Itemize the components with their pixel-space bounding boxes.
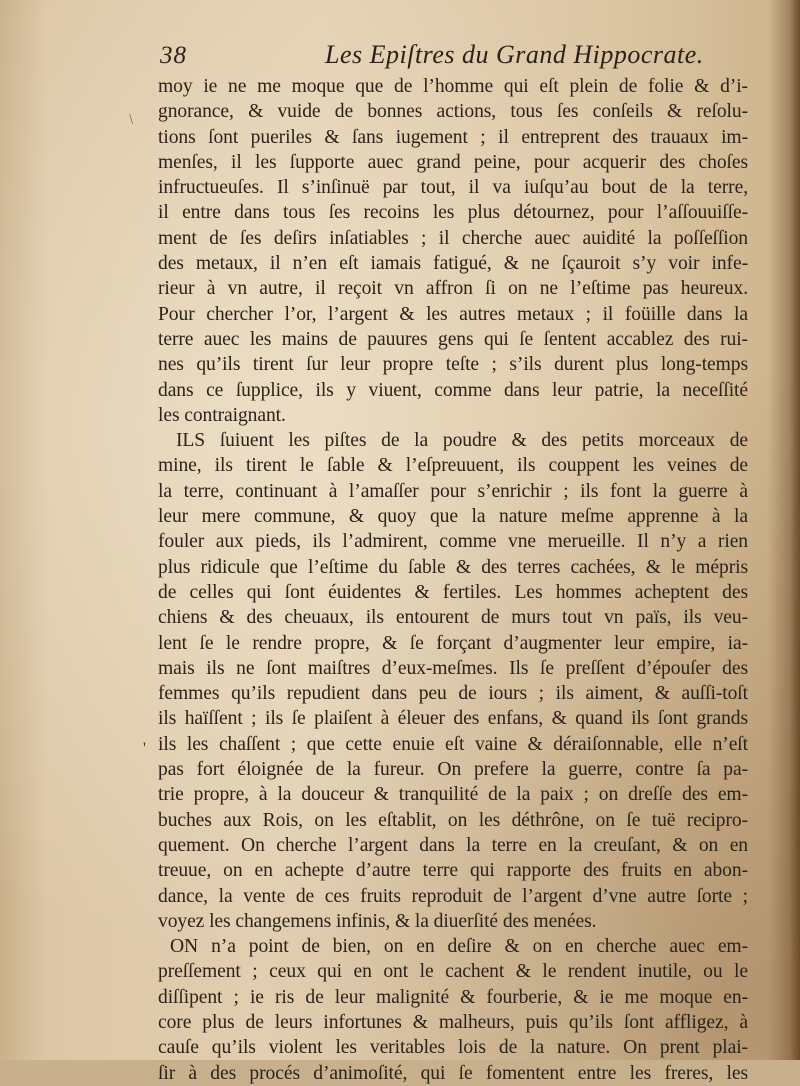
- text-line: de celles qui ſont éuidentes & fertiles. Les hommes acheptent des: [158, 581, 748, 603]
- text-line: mais ils ne ſont maiſtres d’eux-meſmes. Ils ſe preſſent d’épouſer des: [158, 657, 748, 679]
- text-line: femmes qu’ils repudient dans peu de iours ; ils aiment, & auſſi-toſt: [158, 683, 748, 705]
- text-line: pas fort éloignée de la fureur. On prefere la guerre, contre ſa pa-: [158, 759, 748, 781]
- running-title: Les Epiſtres du Grand Hippocrate.: [325, 40, 704, 69]
- text-line: lent ſe le rendre propre, & ſe forçant d’augmenter leur empire, ia-: [158, 632, 748, 654]
- text-line: fouler aux pieds, ils l’admirent, comme vne merueille. Il n’y a rien: [158, 531, 748, 553]
- text-line: mine, ils tirent le ſable & l’eſpreuuent, ils couppent les veines de: [158, 455, 748, 477]
- text-line: ils haïſſent ; ils ſe plaiſent à éleuer des enfans, & quand ils ſont grands: [158, 708, 748, 730]
- text-line: rieur à vn autre, il reçoit vn affron ſi on ne l’eſtime pas heureux.: [158, 278, 748, 300]
- text-line: ils les chaſſent ; que cette enuie eſt vaine & déraiſonnable, elle n’eſt: [158, 733, 748, 755]
- text-line: treuue, on en achepte d’autre terre qui rapporte des fruits en abon-: [158, 860, 748, 882]
- page-number: 38: [160, 42, 187, 69]
- text-line: cauſe qu’ils violent les veritables lois de la nature. On prent plai-: [158, 1037, 748, 1059]
- text-line: preſſement ; ceux qui en ont le cachent & le rendent inutile, ou le: [158, 961, 748, 983]
- text-line: il entre dans tous ſes recoins les plus détournez, pour l’aſſouuiſſe-: [158, 202, 748, 224]
- text-line: voyez les changemens infinis, & la diuerſité des menées.: [158, 910, 597, 932]
- stray-ink-mark: /: [125, 112, 138, 127]
- text-line: dance, la vente de ces fruits reproduit de l’argent d’vne autre ſorte ;: [158, 885, 748, 907]
- text-line: les contraignant.: [158, 404, 286, 426]
- text-line: nes qu’ils tirent ſur leur propre teſte ; s’ils durent plus long-temps: [158, 354, 748, 376]
- text-line: dans ce ſupplice, ils y viuent, comme dans leur patrie, la neceſſité: [158, 379, 748, 401]
- text-line: core plus de leurs infortunes & malheurs, puis qu’ils ſont affligez, à: [158, 1011, 748, 1033]
- text-line: gnorance, & vuide de bonnes actions, tous ſes conſeils & reſolu-: [158, 101, 748, 123]
- text-line: ILS ſuiuent les piſtes de la poudre & des petits morceaux de: [176, 430, 748, 452]
- text-line: ſir à des procés d’animoſité, qui ſe fomentent entre les freres, les: [158, 1062, 748, 1084]
- text-line: ment de ſes deſirs inſatiables ; il cherche auec auidité la poſſeſſion: [158, 227, 748, 249]
- text-line: menſes, il les ſupporte auec grand peine, pour acquerir des choſes: [158, 151, 748, 173]
- text-line: leur mere commune, & quoy que la nature meſme apprenne à la: [158, 506, 748, 528]
- page-header: [160, 40, 750, 74]
- body-text: [158, 74, 748, 1086]
- text-line: Pour chercher l’or, l’argent & les autres metaux ; il foüille dans la: [158, 303, 748, 325]
- text-line: moy ie ne me moque que de l’homme qui eſt plein de folie & d’i-: [158, 76, 748, 97]
- text-line: chiens & des cheuaux, ils entourent de murs tout vn païs, ils veu-: [158, 607, 748, 629]
- text-line: des metaux, il n’en eſt iamais fatigué, & ne ſçauroit s’y voir infe-: [158, 253, 748, 275]
- page-edge-shadow: [790, 0, 800, 1060]
- text-line: tions ſont pueriles & ſans iugement ; il entreprent des trauaux im-: [158, 126, 748, 148]
- text-line: terre auec les mains de pauures gens qui ſe ſentent accablez des rui-: [158, 328, 748, 350]
- text-line: buches aux Rois, on les eſtablit, on les déthrône, on ſe tuë recipro-: [158, 809, 748, 831]
- text-line: diſſipent ; ie ris de leur malignité & fourberie, & ie me moque en-: [158, 986, 748, 1008]
- text-line: la terre, continuant à l’amaſſer pour s’enrichir ; ils font la guerre à: [158, 480, 748, 502]
- text-line: ON n’a point de bien, on en deſire & on en cherche auec em-: [170, 936, 748, 958]
- text-line: plus ridicule que l’eſtime du ſable & des terres cachées, & le mépris: [158, 556, 748, 578]
- text-line: infructueuſes. Il s’inſinuë par tout, il va iuſqu’au bout de la terre,: [158, 177, 748, 199]
- text-line: trie propre, à la douceur & tranquilité de la paix ; on dreſſe des em-: [158, 784, 748, 806]
- text-line: quement. On cherche l’argent dans la terre en la creuſant, & on en: [158, 834, 748, 856]
- margin-mark: ': [143, 740, 146, 757]
